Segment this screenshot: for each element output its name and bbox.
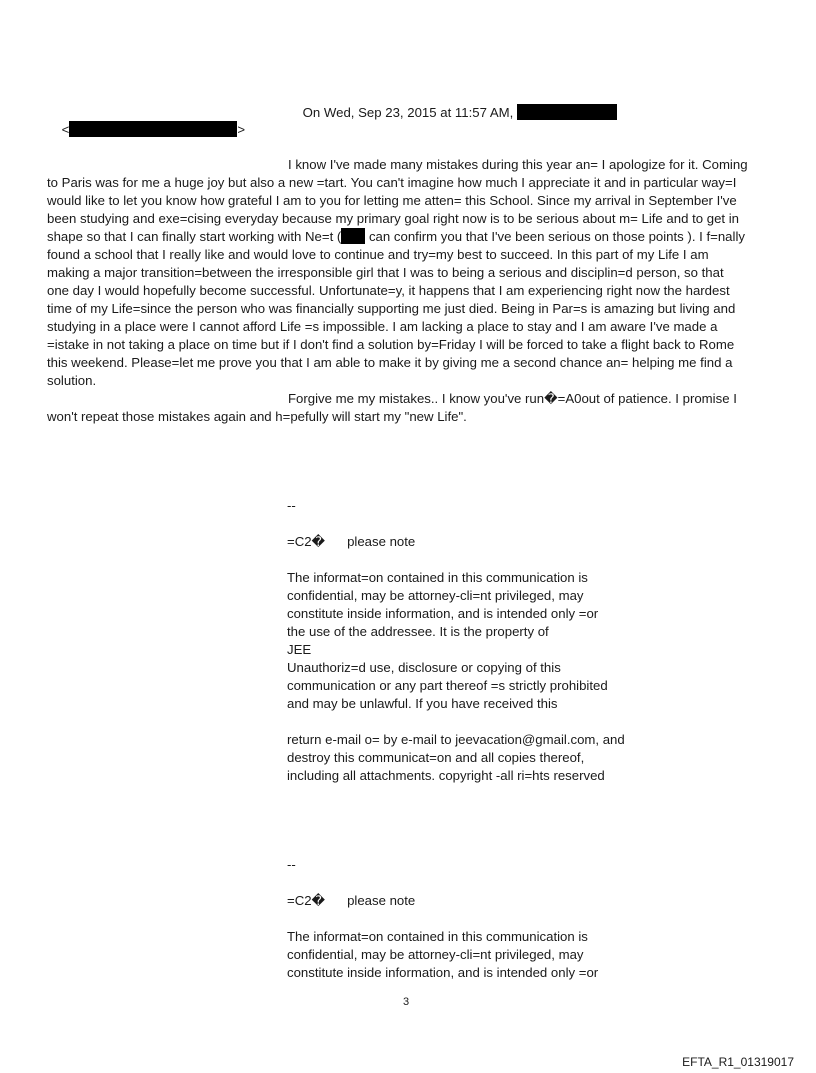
message-line: one day I would hopefully become successful. Unfortunate=y, it happens that I am experiencing right now the hardest	[47, 283, 730, 298]
message-line: can confirm you that I've been serious on those points ). I f=nally	[365, 229, 745, 244]
signature-dashes: --	[287, 498, 296, 513]
page-number: 3	[403, 996, 410, 1008]
disclaimer-line: communication or any part thereof =s strictly prohibited	[287, 678, 608, 693]
message-line: Forgive me my mistakes.. I know you've run�=A0out of patience. I promise I	[288, 391, 737, 406]
redaction-block	[341, 228, 365, 244]
disclaimer-line: the use of the addressee. It is the property of	[287, 624, 549, 639]
note-label: please note	[347, 893, 416, 908]
close-bracket: >	[237, 122, 246, 137]
message-line: this weekend. Please=let me prove you that I am able to make it by giving me a second chance an= helping me find a	[47, 355, 733, 370]
message-line: won't repeat those mistakes again and h=pefully will start my "new Life".	[47, 409, 467, 424]
message-line: I know I've made many mistakes during this year an= I apologize for it. Coming	[288, 157, 748, 172]
open-bracket: <	[61, 122, 70, 137]
disclaimer-line: constitute inside information, and is intended only =or	[287, 606, 599, 621]
signature-block-2	[287, 856, 647, 982]
note-label: please note	[347, 534, 416, 549]
message-line: been studying and exe=cising everyday because my primary goal right now is to be serious about m= Life and to get in	[47, 211, 740, 226]
signature-dashes: --	[287, 857, 296, 872]
date-line: On Wed, Sep 23, 2015 at 11:57 AM,	[302, 105, 514, 120]
document-id: EFTA_R1_01319017	[682, 1055, 794, 1069]
note-heading	[287, 892, 647, 910]
message-line: making a major transition=between the irresponsible girl that I was to being a serious and disciplin=d person, so that	[47, 265, 724, 280]
disclaimer-line: constitute inside information, and is intended only =or	[287, 965, 599, 980]
redaction-block	[517, 104, 617, 120]
note-prefix: =C2�	[287, 534, 326, 549]
message-paragraph-1	[47, 156, 762, 390]
disclaimer-line: confidential, may be attorney-cli=nt privileged, may	[287, 947, 584, 962]
note-heading	[287, 533, 647, 551]
disclaimer-line: JEE	[287, 642, 312, 657]
disclaimer-line: and may be unlawful. If you have received this	[287, 696, 558, 711]
message-line: found a school that I really like and would love to continue and try=my best to succeed. In this part of my Life I am	[47, 247, 709, 262]
disclaimer-line: including all attachments. copyright -all ri=hts reserved	[287, 768, 605, 783]
message-paragraph-2	[47, 390, 762, 426]
disclaimer-line: confidential, may be attorney-cli=nt privileged, may	[287, 588, 584, 603]
message-line: would like to let you know how grateful I am to you for letting me atten= this School. Since my arrival in September I've	[47, 193, 737, 208]
message-line: time of my Life=since the person who was financially supporting me just died. Being in Par=s is amazing but living and	[47, 301, 736, 316]
email-address-line	[47, 103, 245, 157]
email-header-line	[288, 86, 617, 140]
disclaimer-line: Unauthoriz=d use, disclosure or copying of this	[287, 660, 561, 675]
redaction-block	[69, 121, 237, 137]
disclaimer-line: The informat=on contained in this communication is	[287, 929, 588, 944]
message-line: studying in a place were I cannot afford Life =s impossible. I am lacking a place to stay and I am aware I've made a	[47, 319, 718, 334]
note-prefix: =C2�	[287, 893, 326, 908]
disclaimer-line: return e-mail o= by e-mail to jeevacation@gmail.com, and	[287, 732, 625, 747]
message-line: solution.	[47, 373, 97, 388]
signature-block-1	[287, 497, 647, 785]
message-line: to Paris was for me a huge joy but also a new =tart. You can't imagine how much I appreciate it and in particular way=I	[47, 175, 737, 190]
message-line: shape so that I can finally start working with Ne=t (	[47, 229, 342, 244]
disclaimer-line: The informat=on contained in this communication is	[287, 570, 588, 585]
message-line: =istake in not taking a place on time but if I don't find a solution by=Friday I will be forced to take a flight back to Rome	[47, 337, 735, 352]
disclaimer-line: destroy this communicat=on and all copies thereof,	[287, 750, 585, 765]
